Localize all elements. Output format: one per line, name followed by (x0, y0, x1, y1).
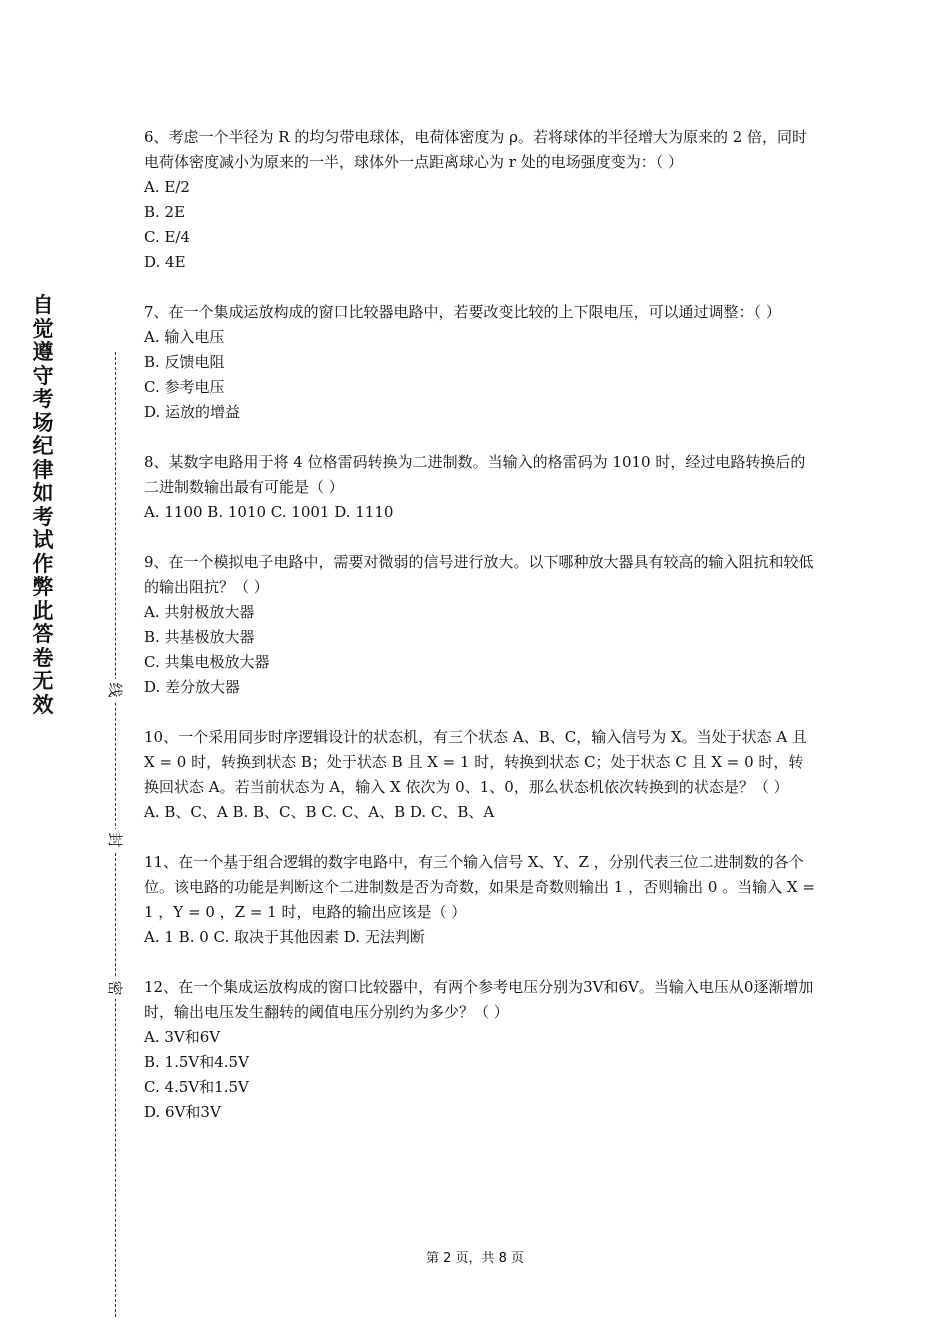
seal-label-line: 线 (104, 679, 126, 701)
question-list (144, 125, 816, 1150)
option-b: B. 2E (144, 203, 186, 221)
question-8 (144, 450, 816, 525)
option-a: A. E/2 (144, 178, 190, 196)
question-6 (144, 125, 816, 275)
option-a: A. 共射极放大器 (144, 603, 255, 621)
page-number: 第 2 页，共 8 页 (425, 1251, 525, 1266)
seal-label-seal: 封 (104, 829, 126, 851)
question-7 (144, 300, 816, 425)
option-a: A. 3V和6V (144, 1028, 221, 1046)
option-d: D. 运放的增益 (144, 403, 241, 421)
question-text: 9、在一个模拟电子电路中，需要对微弱的信号进行放大。以下哪种放大器具有较高的输入阻抗和较低的输出阻抗？（ ） (144, 553, 814, 596)
option-a: A. 输入电压 (144, 328, 225, 346)
option-b: B. 反馈电阻 (144, 353, 225, 371)
option-c: C. 参考电压 (144, 378, 225, 396)
question-text: 7、在一个集成运放构成的窗口比较器电路中，若要改变比较的上下限电压，可以通过调整：（ ） (144, 303, 781, 321)
option-b: B. 1.5V和4.5V (144, 1053, 249, 1071)
question-text: 11、在一个基于组合逻辑的数字电路中，有三个输入信号 X、Y、Z ，分别代表三位二进制数的各个位。该电路的功能是判断这个二进制数是否为奇数，如果是奇数则输出 1 ，否则输出 0 。当输入 X = 1 ，Y = 0 ，Z = 1 时，电路的输出应该是（ ） (144, 853, 815, 921)
exam-discipline-notice: 自觉遵守考场纪律如考试作弊此答卷无效 (32, 293, 54, 717)
question-11 (144, 850, 816, 950)
question-text: 12、在一个集成运放构成的窗口比较器中，有两个参考电压分别为3V和6V。当输入电压从0逐渐增加时，输出电压发生翻转的阈值电压分别约为多少？（ ） (144, 978, 814, 1021)
question-12 (144, 975, 816, 1125)
option-c: C. 4.5V和1.5V (144, 1078, 249, 1096)
option-d: D. 差分放大器 (144, 678, 241, 696)
question-text: 8、某数字电路用于将 4 位格雷码转换为二进制数。当输入的格雷码为 1010 时，经过电路转换后的二进制数输出最有可能是（ ） (144, 453, 806, 496)
question-10 (144, 725, 816, 825)
question-text: 6、考虑一个半径为 R 的均匀带电球体，电荷体密度为 ρ。若将球体的半径增大为原来的 2 倍，同时电荷体密度减小为原来的一半，球体外一点距离球心为 r 处的电场强度变为：（ ） (144, 128, 808, 171)
option-c: C. 共集电极放大器 (144, 653, 270, 671)
question-text: 10、一个采用同步时序逻辑设计的状态机，有三个状态 A、B、C，输入信号为 X。当处于状态 A 且 X = 0 时，转换到状态 B；处于状态 B 且 X = 1 时，转换到状态 C；处于状态 C 且 X = 0 时，转换回状态 A。若当前状态为 A，输入 X 依次为 0、1、0，那么状态机依次转换到的状态是？（ ） (144, 728, 808, 796)
option-b: B. 共基极放大器 (144, 628, 255, 646)
options-inline: A. 1 B. 0 C. 取决于其他因素 D. 无法判断 (144, 928, 425, 946)
options-inline: A. 1100 B. 1010 C. 1001 D. 1110 (144, 503, 394, 521)
question-9 (144, 550, 816, 700)
seal-label-secret: 密 (104, 977, 126, 999)
option-d: D. 4E (144, 253, 186, 271)
option-c: C. E/4 (144, 228, 191, 246)
options-inline: A. B、C、A B. B、C、B C. C、A、B D. C、B、A (144, 803, 495, 821)
option-d: D. 6V和3V (144, 1103, 221, 1121)
